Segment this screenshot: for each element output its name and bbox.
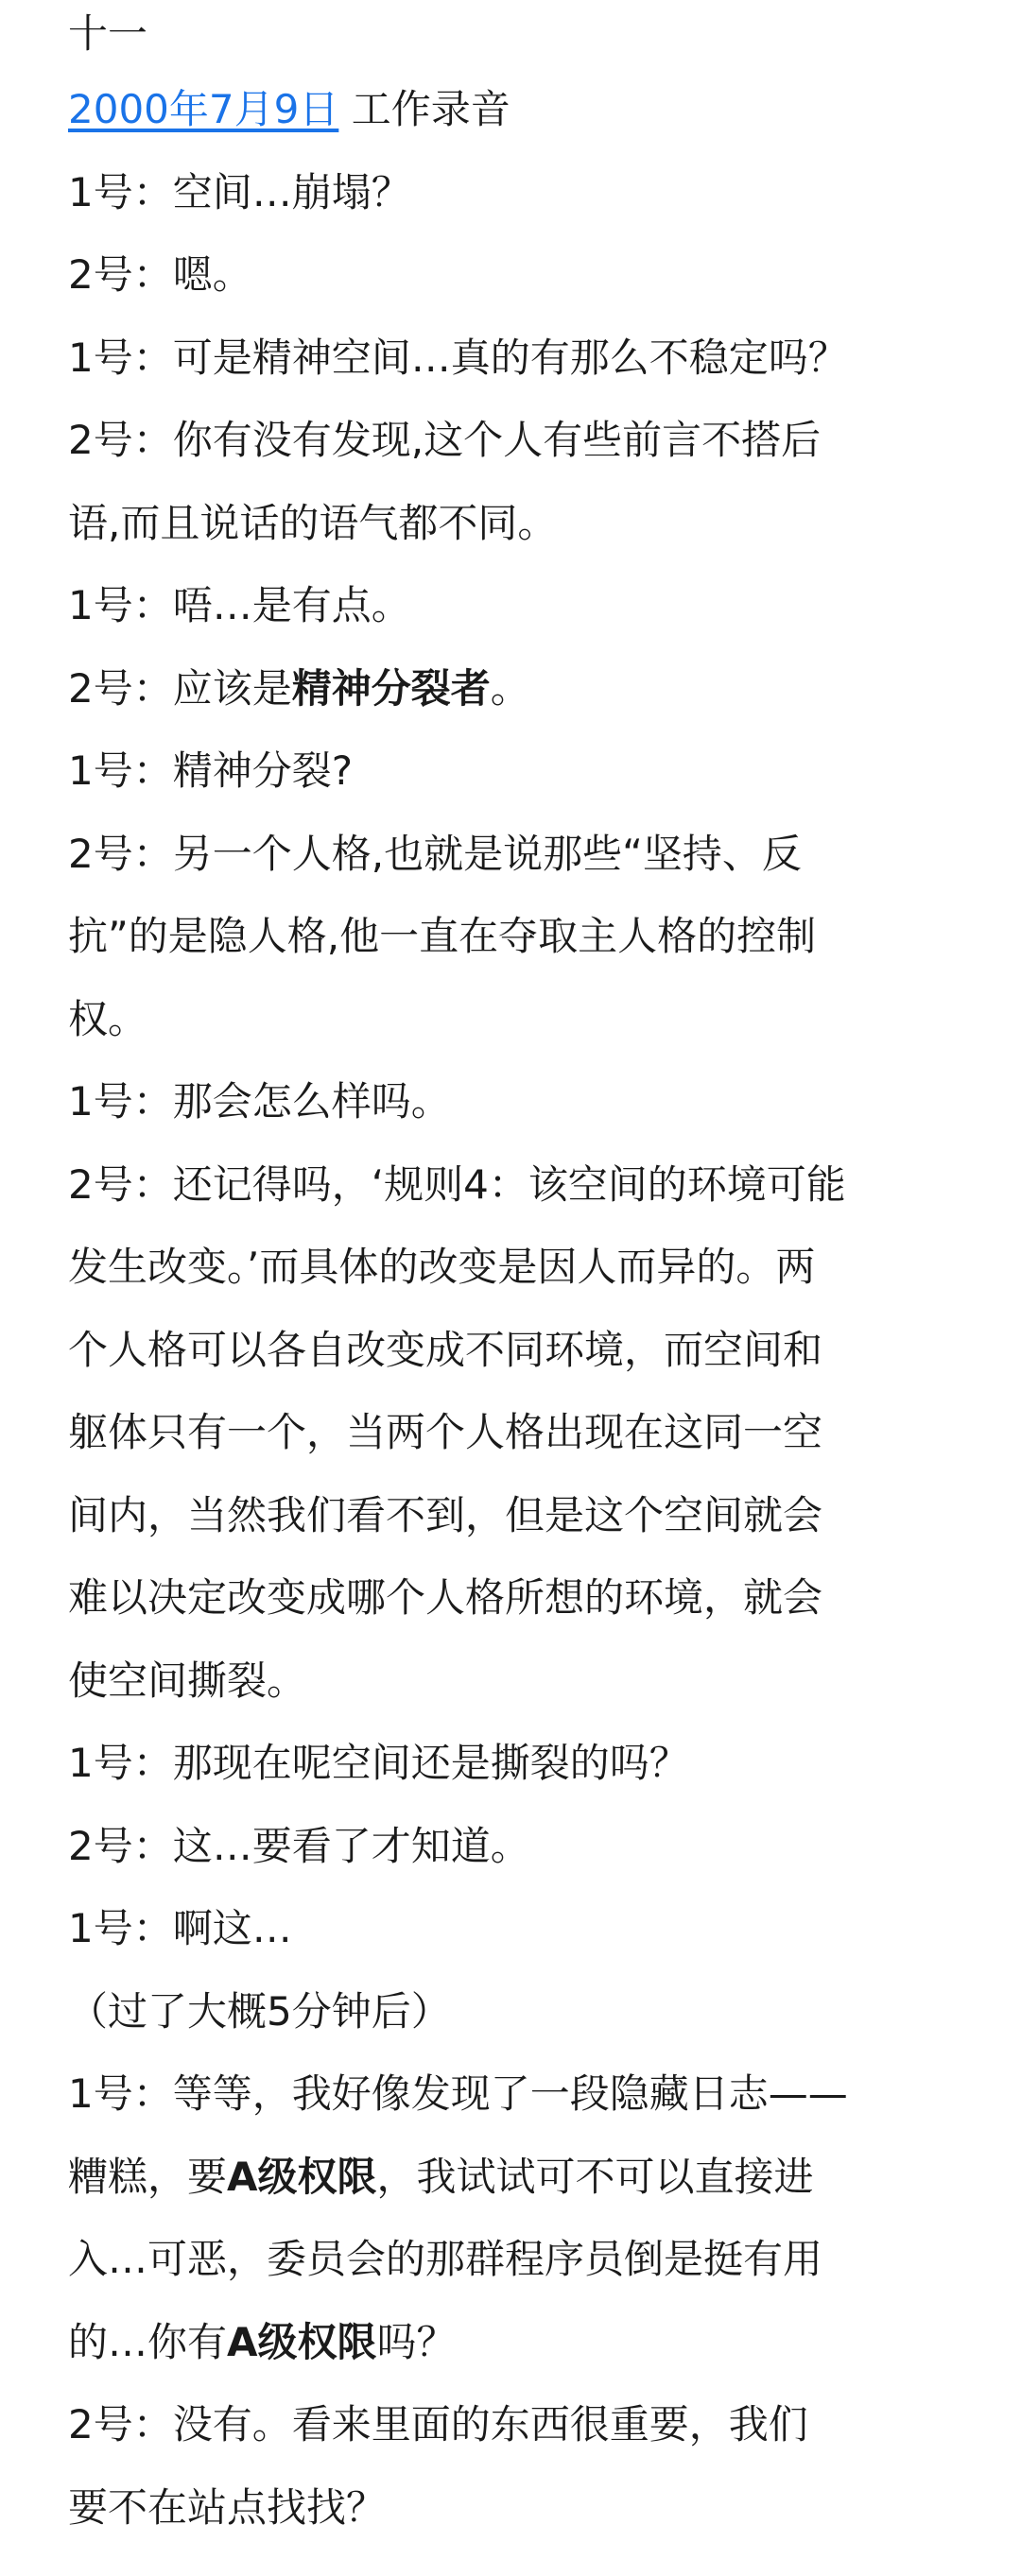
line-text: （过了大概5分钟后） (68, 1987, 451, 2035)
dialogue-transcript (68, 151, 953, 2550)
line-text: 抗”的是隐人格,他一直在夺取主人格的控制 (68, 913, 817, 959)
line-text: 入…可恶，委员会的那群程序员倒是挺有用 (68, 2236, 823, 2282)
line-text: 发生改变。’而具体的改变是因人而异的。两 (68, 1244, 816, 1290)
line-text: 1号：可是精神空间…真的有那么不稳定吗？ (68, 334, 848, 381)
line-text: 吗？ (376, 2318, 457, 2365)
line-text: 难以决定改变成哪个人格所想的环境，就会 (68, 1574, 823, 1621)
dialogue-line (68, 895, 953, 978)
line-text: 2号：你有没有发现,这个人有些前言不搭后 (68, 417, 822, 463)
dialogue-line (68, 1226, 953, 1309)
line-text: 权。 (68, 995, 148, 1042)
dialogue-line (68, 1640, 953, 1723)
dialogue-line (68, 730, 953, 813)
line-text: 躯体只有一个，当两个人格出现在这同一空 (68, 1409, 823, 1455)
line-text: 2号：另一个人格,也就是说那些“坚持、反 (68, 830, 802, 877)
dialogue-line (68, 1805, 953, 1888)
line-text: 语,而且说话的语气都不同。 (68, 499, 558, 546)
line-text: 个人格可以各自改变成不同环境，而空间和 (68, 1326, 823, 1373)
line-text: 使空间撕裂。 (68, 1657, 307, 1704)
chapter-number: 十一 (68, 10, 148, 57)
line-text: 2号：应该是 (68, 664, 292, 712)
line-text: 要不在站点找找？ (68, 2483, 387, 2531)
dialogue-line (68, 482, 953, 565)
line-text: 1号：精神分裂? (68, 747, 354, 794)
line-text: 。 (490, 664, 530, 712)
dialogue-line (68, 1887, 953, 1970)
line-text: 间内，当然我们看不到，但是这个空间就会 (68, 1491, 823, 1538)
dialogue-line (68, 1722, 953, 1805)
dialogue-line (68, 2052, 953, 2136)
line-text: 1号：啊这… (68, 1905, 292, 1951)
line-text: 2号：嗯。 (68, 251, 252, 298)
line-text: 的…你有 (68, 2318, 228, 2365)
dialogue-line (68, 1143, 953, 1227)
recording-header (68, 68, 953, 151)
dialogue-line (68, 1556, 953, 1640)
line-text: 1号：唔…是有点。 (68, 582, 411, 628)
dialogue-line (68, 978, 953, 1061)
dialogue-line (68, 2136, 953, 2219)
line-text: 2号：这…要看了才知道。 (68, 1822, 530, 1869)
dialogue-line (68, 317, 953, 400)
dialogue-line (68, 813, 953, 896)
dialogue-line (68, 1970, 953, 2053)
recording-title: 工作录音 (338, 86, 510, 132)
line-text: 2号：没有。看来里面的东西很重要，我们 (68, 2401, 808, 2447)
dialogue-line (68, 399, 953, 482)
dialogue-line (68, 2218, 953, 2301)
dialogue-line (68, 1060, 953, 1143)
dialogue-line (68, 2466, 953, 2550)
line-text: 1号：那会怎么样吗。 (68, 1078, 451, 1125)
dialogue-line (68, 151, 953, 234)
article-body (68, 0, 953, 2549)
dialogue-line (68, 2383, 953, 2466)
dialogue-line (68, 1474, 953, 1557)
bold-text: A级权限 (227, 2153, 377, 2200)
line-text: 糟糕，要 (68, 2153, 228, 2200)
line-text: ，我试试可不可以直接进 (376, 2153, 814, 2200)
line-text: 1号：空间…崩塌？ (68, 168, 411, 215)
bold-text: A级权限 (227, 2318, 377, 2365)
date-link[interactable]: 2000年7月9日 (68, 86, 339, 132)
line-text: 1号：等等，我好像发现了一段隐藏日志—— (68, 2070, 848, 2117)
dialogue-line (68, 564, 953, 647)
bold-text: 精神分裂者 (291, 664, 491, 712)
dialogue-line (68, 1391, 953, 1474)
dialogue-line (68, 233, 953, 317)
line-text: 1号：那现在呢空间还是撕裂的吗？ (68, 1740, 689, 1786)
chapter-title (68, 0, 953, 68)
dialogue-line (68, 647, 953, 730)
dialogue-line (68, 1309, 953, 1392)
line-text: 2号：还记得吗，‘规则4：该空间的环境可能 (68, 1160, 846, 1208)
dialogue-line (68, 2301, 953, 2384)
